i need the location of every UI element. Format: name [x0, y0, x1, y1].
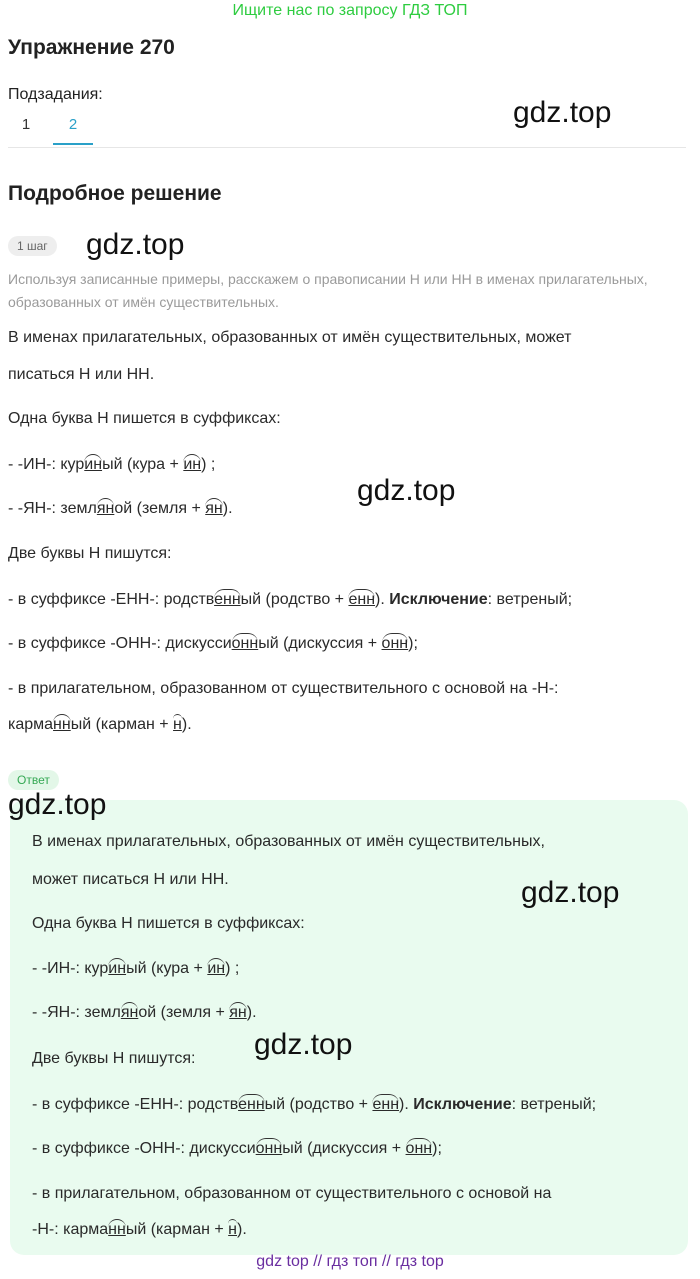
- subtask-tab-1[interactable]: 1: [21, 116, 31, 133]
- exception-label: Исключение: [413, 1096, 512, 1113]
- solution-text: писаться Н или НН.: [8, 366, 155, 383]
- rule-text: : ветреный;: [487, 591, 573, 608]
- watermark: gdz.top: [254, 1028, 353, 1061]
- suffix-mark: ян: [96, 500, 115, 517]
- exception-label: Исключение: [389, 591, 488, 608]
- solution-text: Две буквы Н пишутся:: [8, 545, 172, 562]
- rule-text: ый (родство +: [240, 591, 349, 608]
- suffix-mark: н: [228, 1221, 237, 1238]
- step-badge: 1 шаг: [8, 236, 57, 256]
- rule-text: );: [408, 635, 418, 652]
- suffix-mark: ян: [205, 500, 223, 517]
- watermark: gdz.top: [513, 96, 612, 129]
- subtasks-label: Подзадания:: [8, 86, 103, 103]
- rule-text: ый (дискуссия +: [258, 635, 382, 652]
- solution-text: В именах прилагательных, образованных от имён существительных, может: [8, 329, 572, 346]
- suffix-mark: нн: [53, 716, 71, 733]
- promo-banner: Ищите нас по запросу ГДЗ ТОП: [232, 2, 468, 19]
- rule-text: ый (родство +: [264, 1096, 373, 1113]
- suffix-mark: енн: [348, 591, 376, 608]
- rule-text: - -ИН-: кур: [32, 960, 109, 977]
- rule-text: ый (кура +: [102, 456, 184, 473]
- tabs-divider: [8, 147, 686, 148]
- answer-rule-adj: [32, 1221, 247, 1239]
- step-hint: Используя записанные примеры, расскажем о правописании Н или НН в именах прилагательных, образованных от имён существительных.: [8, 271, 648, 310]
- rule-text: );: [432, 1140, 442, 1157]
- suffix-mark: енн: [214, 591, 241, 608]
- suffix-mark: онн: [255, 1140, 283, 1157]
- rule-adj: [8, 716, 192, 734]
- solution-text: Одна буква Н пишется в суффиксах:: [8, 410, 281, 427]
- rule-text: ).: [246, 1004, 257, 1021]
- suffix-mark: онн: [381, 635, 409, 652]
- rule-text: - в суффиксе -ОНН-: дискусси: [8, 635, 232, 652]
- answer-text: Одна буква Н пишется в суффиксах:: [32, 915, 305, 932]
- rule-text: ый (кура +: [126, 960, 208, 977]
- rule-in: [8, 456, 215, 474]
- rule-yan: [8, 500, 233, 518]
- answer-rule-yan: [32, 1004, 257, 1022]
- rule-text: карма: [8, 716, 54, 733]
- rule-text: - -ЯН-: земл: [32, 1004, 121, 1021]
- suffix-mark: ин: [84, 456, 103, 473]
- rule-text: ).: [222, 500, 233, 517]
- rule-text: ) ;: [201, 456, 216, 473]
- rule-text: - в суффиксе -ЕНН-: родств: [8, 591, 215, 608]
- watermark: gdz.top: [521, 876, 620, 909]
- watermark: gdz.top: [8, 788, 107, 821]
- subtask-tab-2[interactable]: 2: [53, 116, 93, 145]
- watermark: gdz.top: [86, 228, 185, 261]
- solution-text: - в прилагательном, образованном от существительного с основой на -Н-:: [8, 680, 559, 697]
- exercise-title: Упражнение 270: [8, 36, 175, 59]
- rule-text: ой (земля +: [114, 500, 206, 517]
- rule-onn: [8, 635, 418, 653]
- rule-text: ый (карман +: [70, 716, 174, 733]
- suffix-mark: ин: [207, 960, 226, 977]
- suffix-mark: нн: [108, 1221, 126, 1238]
- suffix-mark: ин: [108, 960, 127, 977]
- rule-text: - -ИН-: кур: [8, 456, 85, 473]
- rule-text: ый (карман +: [125, 1221, 229, 1238]
- rule-text: : ветреный;: [511, 1096, 597, 1113]
- rule-text: - в суффиксе -ЕНН-: родств: [32, 1096, 239, 1113]
- answer-text: может писаться Н или НН.: [32, 871, 229, 888]
- rule-text: ).: [237, 1221, 247, 1238]
- rule-text: ).: [181, 716, 192, 733]
- rule-text: ой (земля +: [138, 1004, 230, 1021]
- answer-text: В именах прилагательных, образованных от имён существительных,: [32, 833, 545, 850]
- suffix-mark: ин: [183, 456, 202, 473]
- answer-badge: Ответ: [8, 770, 59, 790]
- answer-rule-enn: [32, 1096, 596, 1114]
- footer-links: gdz top // гдз топ // гдз top: [256, 1253, 444, 1270]
- rule-text: - -ЯН-: земл: [8, 500, 97, 517]
- rule-text: ый (дискуссия +: [282, 1140, 406, 1157]
- rule-enn: [8, 591, 572, 609]
- suffix-mark: н: [173, 716, 182, 733]
- section-title: Подробное решение: [8, 182, 222, 205]
- rule-text: -Н-: карма: [32, 1221, 109, 1238]
- rule-text: ) ;: [225, 960, 240, 977]
- suffix-mark: онн: [405, 1140, 433, 1157]
- rule-text: - в суффиксе -ОНН-: дискусси: [32, 1140, 256, 1157]
- watermark: gdz.top: [357, 474, 456, 507]
- rule-text: ).: [375, 591, 390, 608]
- suffix-mark: онн: [231, 635, 259, 652]
- answer-text: Две буквы Н пишутся:: [32, 1050, 196, 1067]
- answer-text: - в прилагательном, образованном от существительного с основой на: [32, 1185, 552, 1202]
- rule-text: ).: [399, 1096, 414, 1113]
- answer-rule-onn: [32, 1140, 442, 1158]
- suffix-mark: енн: [238, 1096, 265, 1113]
- suffix-mark: ян: [120, 1004, 139, 1021]
- answer-rule-in: [32, 960, 239, 978]
- suffix-mark: енн: [372, 1096, 400, 1113]
- suffix-mark: ян: [229, 1004, 247, 1021]
